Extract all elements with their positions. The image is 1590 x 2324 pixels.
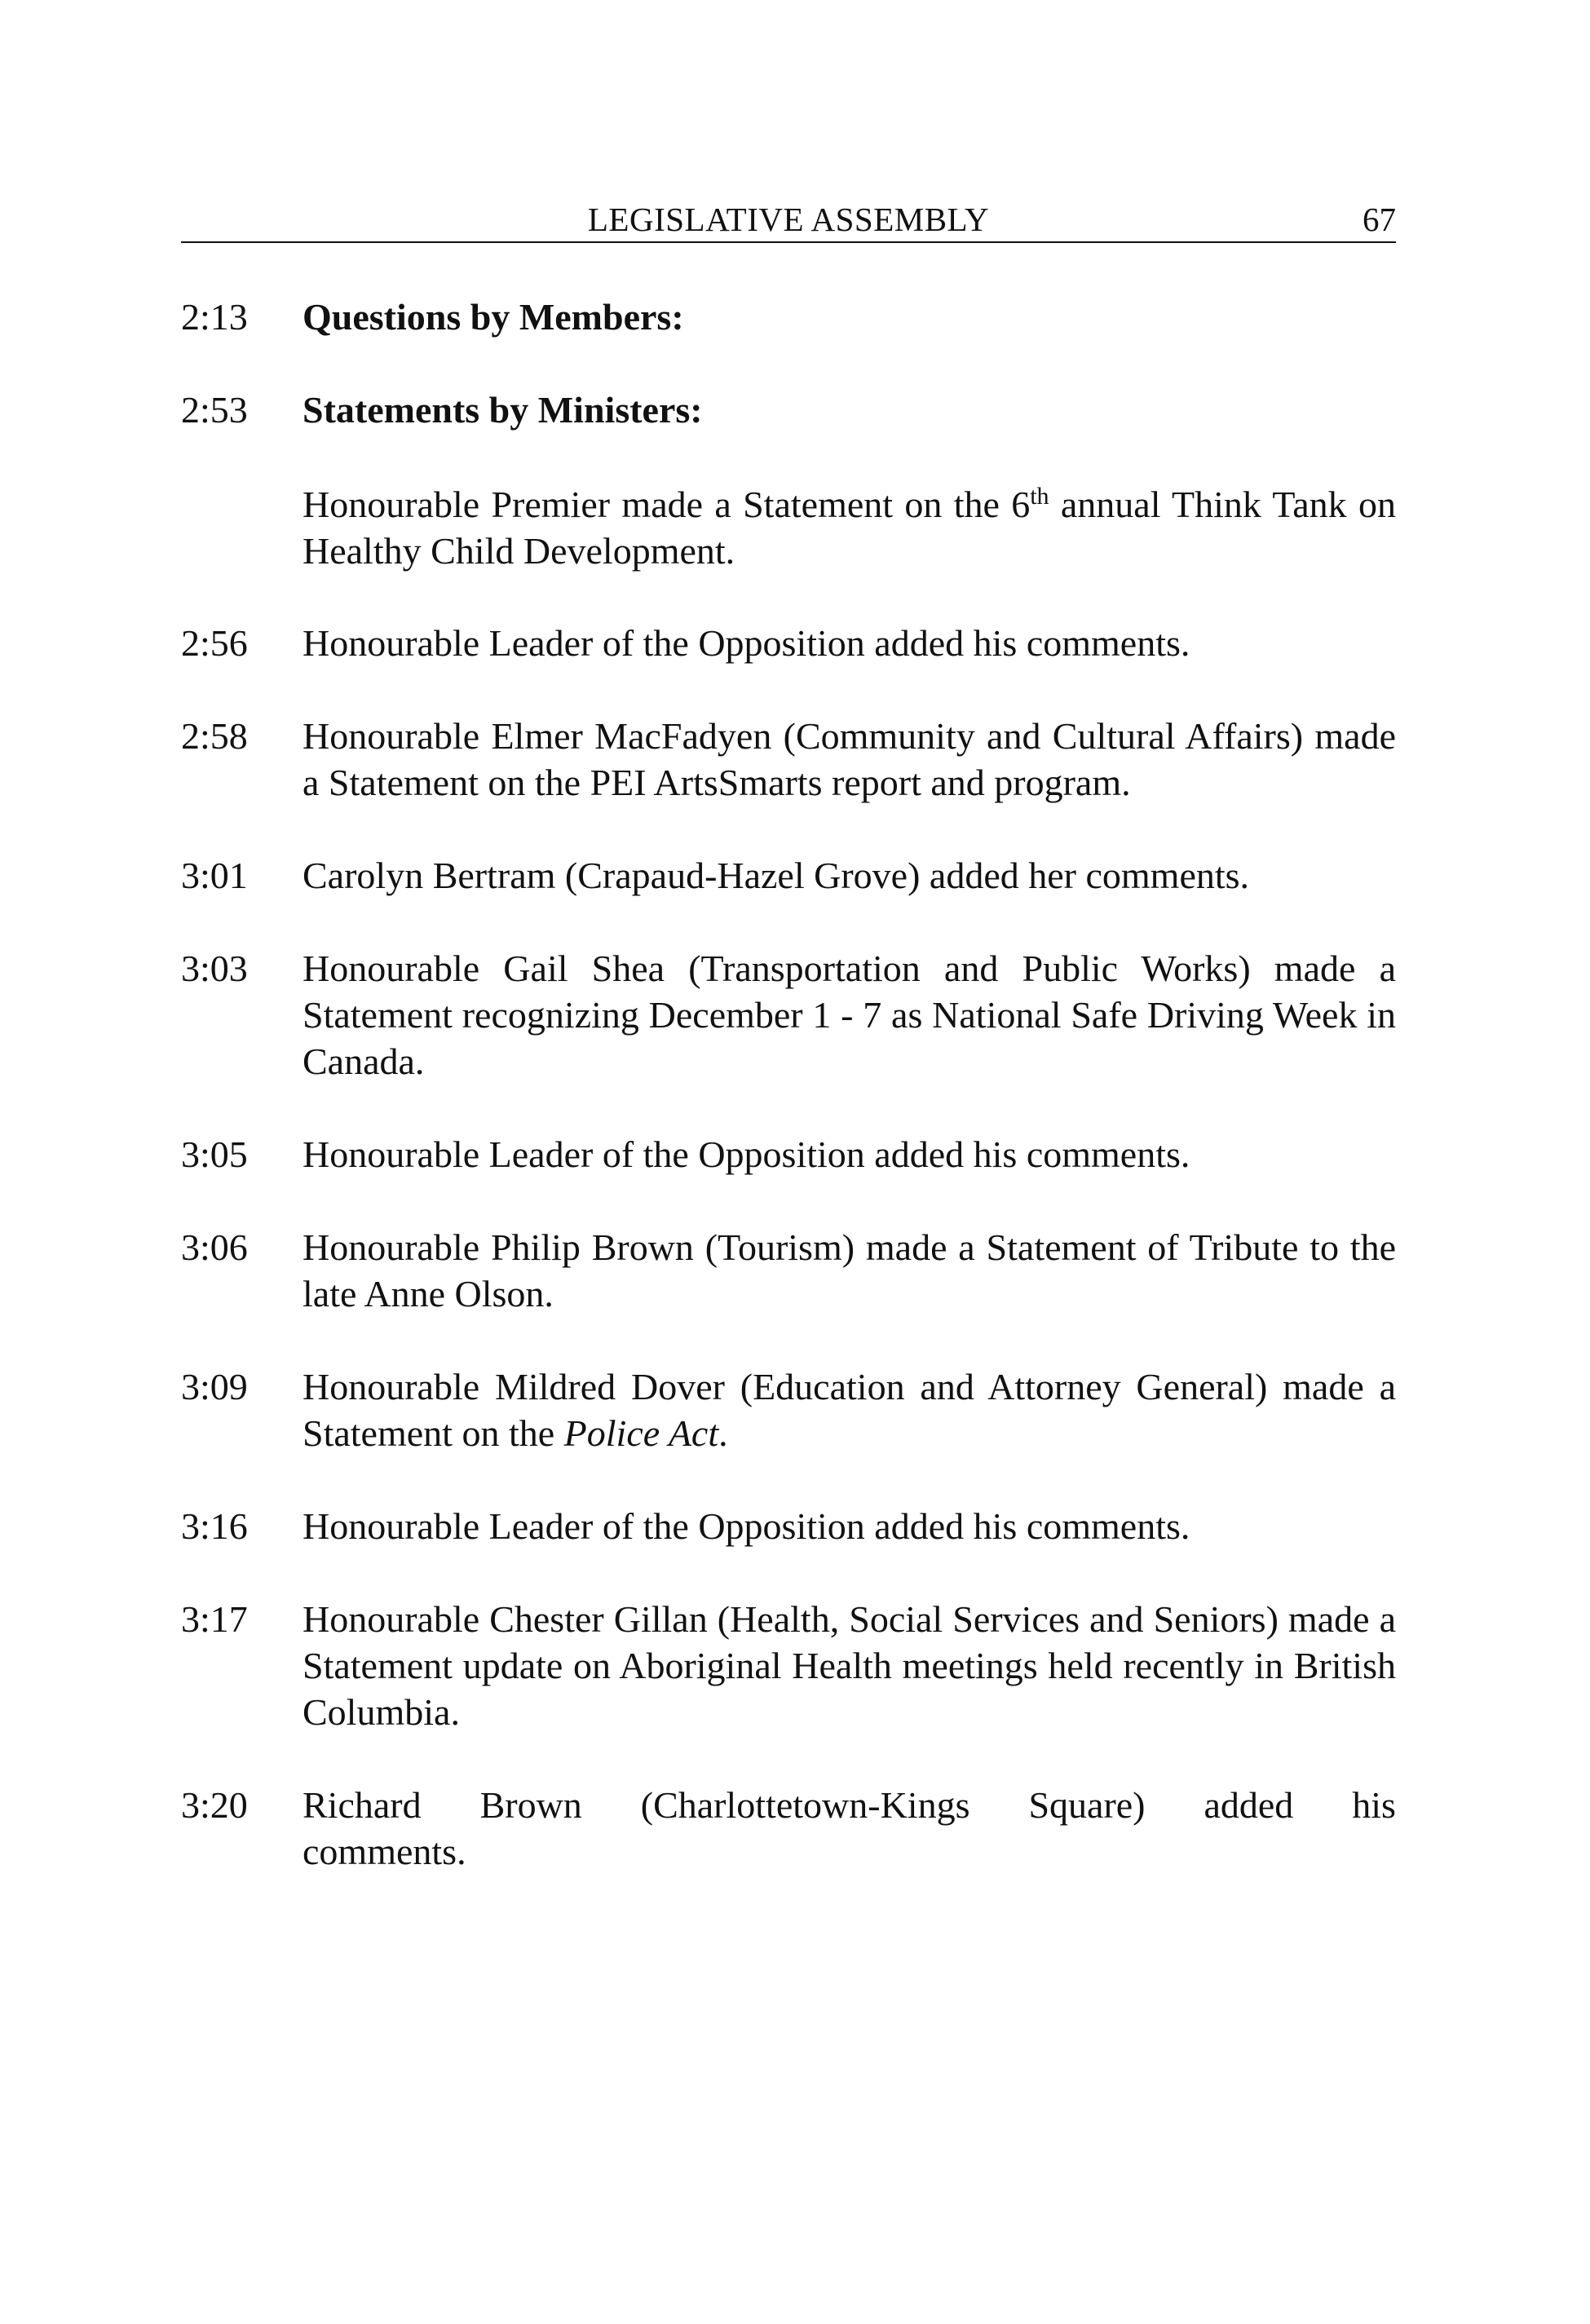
entry-text: Honourable Philip Brown (Tourism) made a Statement of Tribute to the late Anne Olson. (303, 1226, 1396, 1314)
journal-entry (181, 852, 1396, 899)
journal-entry (181, 1224, 1396, 1317)
entry-text: Honourable Gail Shea (Transportation and Public Works) made a Statement recognizing December 1 - 7 as National Safe Driving Week in Canada. (303, 948, 1396, 1082)
journal-entry (181, 481, 1396, 574)
act-title: Police Act (563, 1412, 719, 1454)
entry-time: 3:09 (181, 1366, 248, 1407)
page-header (181, 199, 1396, 243)
running-header-title: LEGISLATIVE ASSEMBLY (587, 201, 990, 238)
entry-text: Honourable Leader of the Opposition added his comments. (303, 622, 1190, 664)
entry-time: 3:03 (181, 948, 248, 989)
entry-text: Honourable Leader of the Opposition added his comments. (303, 1505, 1190, 1547)
entry-text: Honourable Chester Gillan (Health, Social Services and Seniors) made a Statement update on Aboriginal Health meetings held recently in British Columbia. (303, 1598, 1396, 1733)
journal-entry (181, 945, 1396, 1085)
entry-text (303, 1363, 1396, 1456)
word: Richard (303, 1784, 422, 1826)
entry-text-part: Honourable Premier made a Statement on the 6 (303, 484, 1031, 525)
entry-text: Honourable Leader of the Opposition added his comments. (303, 1133, 1190, 1175)
journal-entry (181, 294, 1396, 340)
entry-time: 3:01 (181, 855, 248, 896)
journal-entry (181, 1596, 1396, 1735)
journal-entry (181, 1363, 1396, 1456)
entry-time: 3:06 (181, 1226, 248, 1268)
entry-text: Carolyn Bertram (Crapaud-Hazel Grove) added her comments. (303, 855, 1250, 896)
word: Square) (1028, 1784, 1146, 1826)
word: (Charlottetown-Kings (640, 1784, 970, 1826)
entry-time: 3:05 (181, 1133, 248, 1175)
page-number: 67 (1363, 201, 1396, 238)
entry-text-part: annual Think Tank on Healthy Child Development. (303, 484, 1396, 572)
entry-time: 3:20 (181, 1784, 248, 1826)
journal-entry (181, 387, 1396, 433)
entry-time: 2:56 (181, 622, 248, 664)
section-heading-statements: Statements by Ministers: (303, 389, 703, 431)
entry-text (303, 1782, 1396, 1875)
justified-line (303, 1782, 1396, 1828)
word: Brown (479, 1784, 582, 1826)
entry-time: 2:13 (181, 296, 248, 338)
entry-text-part: . (718, 1412, 728, 1454)
entry-text (303, 481, 1396, 574)
entry-time: 3:16 (181, 1505, 248, 1547)
entry-text-part: Honourable Mildred Dover (Education and Attorney General) made a Statement on the (303, 1366, 1396, 1454)
section-heading-questions: Questions by Members: (303, 296, 684, 338)
word: added (1204, 1784, 1294, 1826)
entry-text: Honourable Elmer MacFadyen (Community and Cultural Affairs) made a Statement on the PEI ArtsSmarts report and program. (303, 715, 1396, 803)
journal-entry (181, 1782, 1396, 1875)
entry-time: 2:53 (181, 389, 248, 431)
word: his (1352, 1784, 1396, 1826)
journal-entry (181, 1131, 1396, 1177)
journal-entry (181, 620, 1396, 666)
entry-time: 3:17 (181, 1598, 248, 1640)
ordinal-suffix: th (1030, 483, 1049, 510)
journal-entry (181, 713, 1396, 806)
last-line: comments. (303, 1831, 466, 1872)
entry-time: 2:58 (181, 715, 248, 757)
journal-entry (181, 1503, 1396, 1549)
